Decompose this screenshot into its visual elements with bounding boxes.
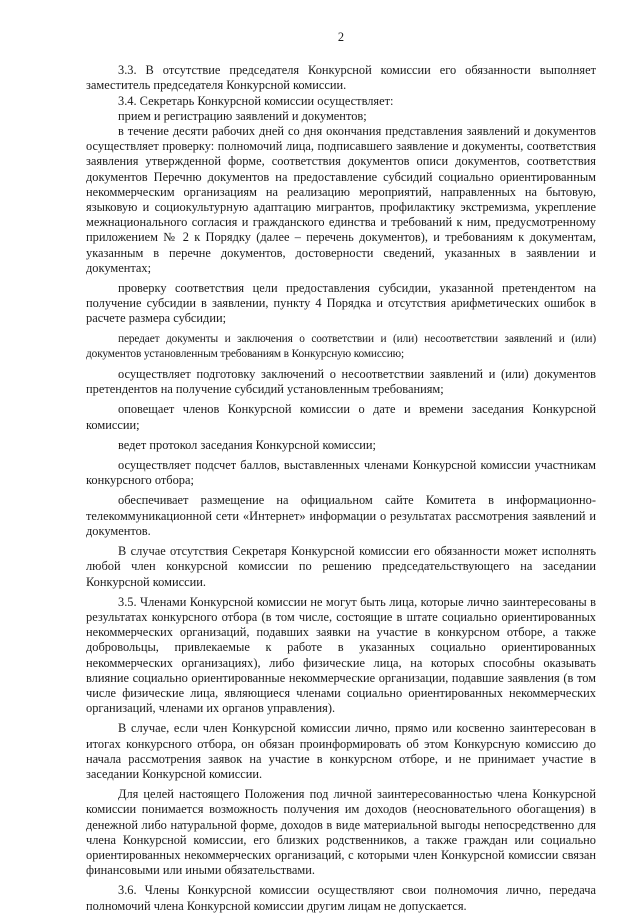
document-page xyxy=(86,30,596,914)
duty-reception: прием и регистрацию заявлений и документов; xyxy=(118,108,367,123)
paragraph-3-3: 3.3. В отсутствие председателя Конкурсной комиссии его обязанности выполняет заместитель председателя Конкурсной комиссии. xyxy=(86,63,596,93)
duty-keep-protocol: ведет протокол заседания Конкурсной комиссии; xyxy=(118,437,376,452)
secretary-absence: В случае отсутствия Секретаря Конкурсной комиссии его обязанности может исполнять любой член конкурсной комиссии по решению председательствующего на заседании Конкурсной комиссии. xyxy=(86,544,596,589)
duty-document-check: в течение десяти рабочих дней со дня окончания представления заявлений и документов осуществляет проверку: полномочий лица, подписавшего заявление и документы, соответствия заявления утвержденной форме, соответствия документов описи документов, соответствия документов Перечню документов на предоставление субсидий социально ориентированным некоммерческим организациям на реализацию мероприятий, направленных на бытовую, языковую и социокультурную адаптацию мигрантов, профилактику экстремизма, укрепление межнационального согласия и гражданского единства и требований к ним, предусмотренному приложением № 2 к Порядку (далее – перечень документов), и требованиям к документам, указанным в перечне документов, достоверности сведений, указанных в заявлении и документах; xyxy=(86,124,596,275)
duty-notify-members: оповещает членов Конкурсной комиссии о дате и времени заседания Конкурсной комиссии; xyxy=(86,402,596,432)
page-number: 2 xyxy=(337,30,345,44)
personal-interest-definition: Для целей настоящего Положения под личной заинтересованностью члена Конкурсной комиссии понимается возможность получения им доходов (неосновательного обогащения) в денежной либо натуральной форме, доходов в виде материальной выгоды непосредственно для члена Конкурсной комиссии, его близких родственников, а также граждан или социально ориентированных некоммерческих организаций, с которыми член Конкурсной комиссии связан финансовыми или иными обязательствами. xyxy=(86,787,596,878)
paragraph-3-5: 3.5. Членами Конкурсной комиссии не могут быть лица, которые лично заинтересованы в результатах конкурсного отбора (в том числе, состоящие в штате социально ориентированных некоммерческих организаций, подавших заявки на участие в конкурсном отборе, а также добровольцы, привлекаемые к работе в указанных социально ориентированных некоммерческих организациях), либо физические лица, на которых способны оказывать влияние социально ориентированные некоммерческие организации, подавшие заявления (в том числе физические лица, являющиеся членами социально ориентированных некоммерческих организаций, членами их органов управления). xyxy=(86,594,596,716)
duty-count-points: осуществляет подсчет баллов, выставленных членами Конкурсной комиссии участникам конкурсного отбора; xyxy=(86,458,596,488)
duty-prepare-conclusions: осуществляет подготовку заключений о несоответствии заявлений и (или) документов претендентов на получение субсидий установленным требованиям; xyxy=(86,367,596,397)
paragraph-3-6: 3.6. Члены Конкурсной комиссии осуществляют свои полномочия лично, передача полномочий члена Конкурсной комиссии другим лицам не допускается. xyxy=(86,883,596,913)
duty-purpose-check: проверку соответствия цели предоставления субсидии, указанной претендентом на получение субсидии в заявлении, пункту 4 Порядка и отсутствия арифметических ошибок в расчете размера субсидии; xyxy=(86,281,596,326)
duty-publish-results: обеспечивает размещение на официальном сайте Комитета в информационно-телекоммуникационной сети «Интернет» информации о результатах рассмотрения заявлений и документов. xyxy=(86,493,596,538)
paragraph-3-4: 3.4. Секретарь Конкурсной комиссии осуществляет: xyxy=(118,93,394,108)
duty-transfer-documents: передает документы и заключения о соответствии и (или) несоответствии заявлений и (или) документов установленным требованиям в Конкурсную комиссию; xyxy=(86,332,596,360)
conflict-of-interest: В случае, если член Конкурсной комиссии лично, прямо или косвенно заинтересован в итогах конкурсного отбора, он обязан проинформировать об этом Конкурсную комиссию до начала рассмотрения заявок на участие в конкурсном отборе, и не принимает участие в заседании Конкурсной комиссии. xyxy=(86,721,596,781)
